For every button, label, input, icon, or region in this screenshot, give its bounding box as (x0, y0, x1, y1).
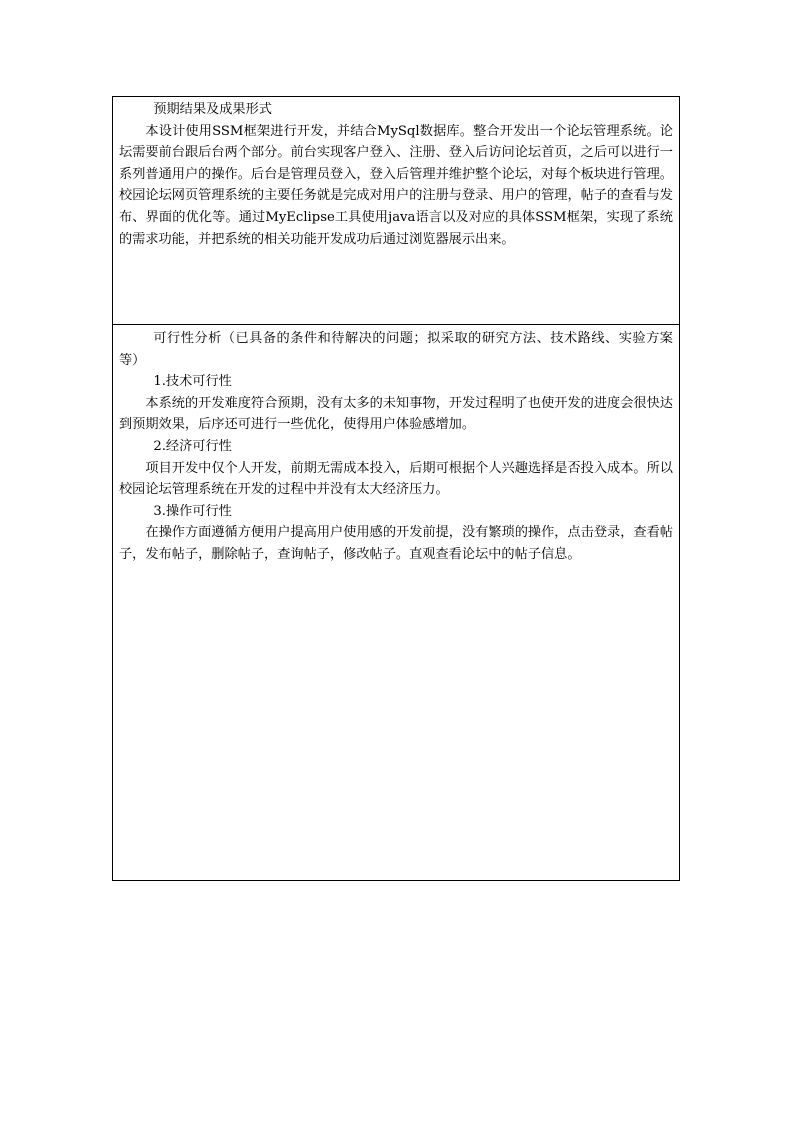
feasibility-heading: 可行性分析（已具备的条件和待解决的问题；拟采取的研究方法、技术路线、实验方案等） (119, 331, 673, 368)
technical-feasibility-title: 1.技术可行性 (153, 374, 232, 390)
economic-feasibility-text: 项目开发中仅个人开发，前期无需成本投入，后期可根据个人兴趣选择是否投入成本。所以校园论坛管理系统在开发的过程中并没有太大经济压力。 (119, 460, 673, 498)
expected-results-heading: 预期结果及成果形式 (153, 102, 272, 117)
operational-feasibility-text: 在操作方面遵循方便用户提高用户使用感的开发前提，没有繁琐的操作，点击登录，查看帖子，发布帖子，删除帖子，查询帖子，修改帖子。直观查看论坛中的帖子信息。 (119, 525, 673, 562)
economic-feasibility-title: 2.经济可行性 (153, 438, 232, 454)
technical-feasibility-text: 本系统的开发难度符合预期，没有太多的未知事物，开发过程明了也使开发的进度会很快达到预期效果，后序还可进行一些优化，使得用户体验感增加。 (119, 395, 673, 433)
operational-feasibility-title: 3.操作可行性 (153, 503, 232, 519)
feasibility-cell (113, 325, 679, 880)
proposal-table (112, 96, 680, 881)
expected-results-paragraph: 本设计使用SSM框架进行开发，并结合MySql数据库。整合开发出一个论坛管理系统。论坛需要前台跟后台两个部分。前台实现客户登入、注册、登入后访问论坛首页，之后可以进行一系列普通用户的操作。后台是管理员登入，登入后管理并维护整个论坛，对每个板块进行管理。校园论坛网页管理系统的主要任务就是完成对用户的注册与登录、用户的管理，帖子的查看与发布、界面的优化等。通过MyEclipse工具使用java语言以及对应的具体SSM框架，实现了系统的需求功能，并把系统的相关功能开发成功后通过浏览器展示出来。 (119, 123, 673, 247)
expected-results-cell (113, 97, 679, 325)
